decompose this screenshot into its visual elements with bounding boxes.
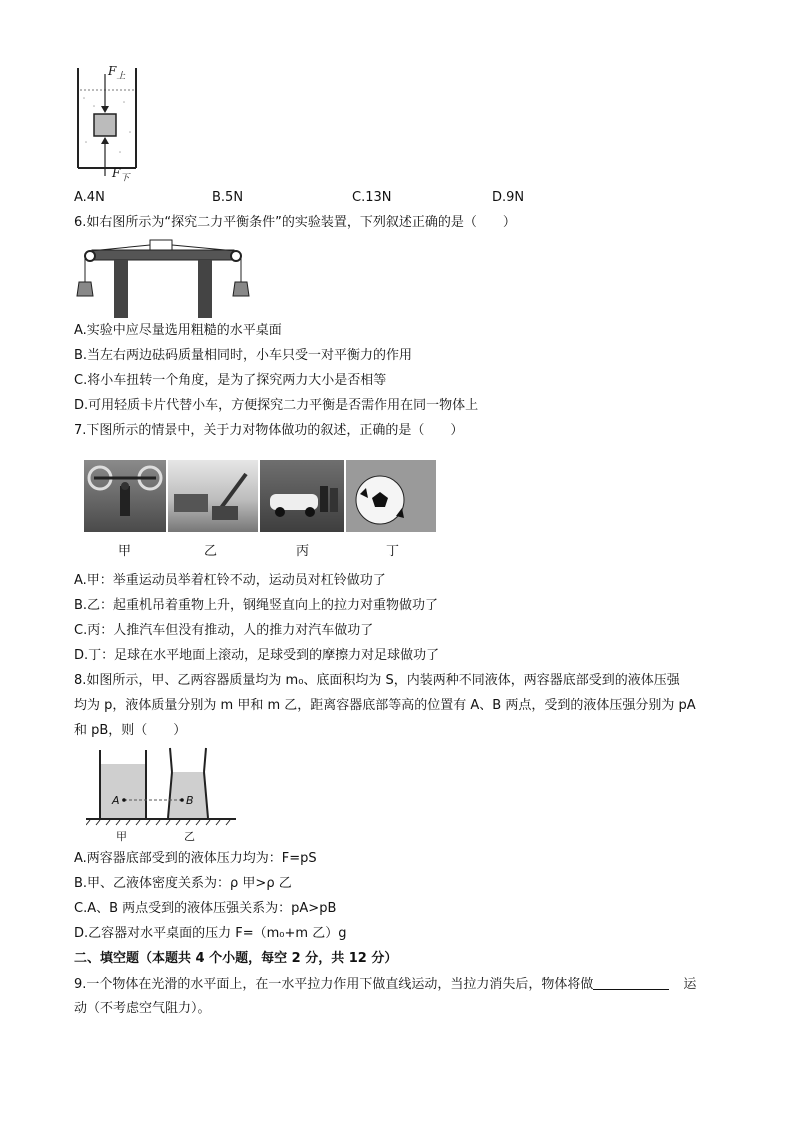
photo-push-car xyxy=(260,460,344,532)
q8-option-a: A.两容器底部受到的液体压力均为：F=pS xyxy=(74,851,317,866)
photo-crane xyxy=(168,460,258,532)
force-bottom-label: $F_下$ xyxy=(112,166,130,184)
q8-stem-line3: 和 pB，则（ ） xyxy=(74,723,187,738)
photo-weightlifter xyxy=(84,460,166,532)
q8-option-d: D.乙容器对水平桌面的压力 F=（m₀+m 乙）g xyxy=(74,926,347,941)
q9-line1 xyxy=(74,975,696,994)
q8-stem-line1: 8.如图所示，甲、乙两容器质量均为 m₀、底面积均为 S，内装两种不同液体，两容器底部受到的液体压强 xyxy=(74,673,680,688)
q6-option-d: D.可用轻质卡片代替小车，方便探究二力平衡是否需作用在同一物体上 xyxy=(74,398,479,413)
q5-option-b: B.5N xyxy=(212,190,244,205)
q5-option-c: C.13N xyxy=(352,190,392,205)
q9-text-end: 运 xyxy=(683,977,697,992)
force-top-label: $F_上$ xyxy=(108,64,126,82)
q7-option-a: A.甲：举重运动员举着杠铃不动，运动员对杠铃做功了 xyxy=(74,573,386,588)
caption-jia: 甲 xyxy=(118,544,132,559)
caption-yi: 乙 xyxy=(204,544,218,559)
q8-stem-line2: 均为 p，液体质量分别为 m 甲和 m 乙，距离容器底部等高的位置有 A、B 两点，受到的液体压强分别为 pA xyxy=(74,698,696,713)
point-b-label: B xyxy=(186,794,194,807)
q5-option-a: A.4N xyxy=(74,190,105,205)
q6-option-c: C.将小车扭转一个角度，是为了探究两力大小是否相等 xyxy=(74,373,387,388)
q8-option-b: B.甲、乙液体密度关系为：ρ 甲>ρ 乙 xyxy=(74,876,292,891)
caption-bing: 丙 xyxy=(296,544,310,559)
point-a-label: A xyxy=(112,794,120,807)
balance-apparatus-figure xyxy=(72,236,252,320)
caption-ding: 丁 xyxy=(386,544,400,559)
q6-option-a: A.实验中应尽量选用粗糙的水平桌面 xyxy=(74,323,282,338)
section-heading: 二、填空题（本题共 4 个小题，每空 2 分，共 12 分） xyxy=(74,951,398,966)
q6-option-b: B.当左右两边砝码质量相同时，小车只受一对平衡力的作用 xyxy=(74,348,413,363)
q7-option-d: D.丁：足球在水平地面上滚动，足球受到的摩擦力对足球做功了 xyxy=(74,648,440,663)
q7-option-c: C.丙：人推汽车但没有推动，人的推力对汽车做功了 xyxy=(74,623,374,638)
q5-option-d: D.9N xyxy=(492,190,525,205)
q9-answer-blank[interactable] xyxy=(593,975,669,990)
q8-option-c: C.A、B 两点受到的液体压强关系为：pA>pB xyxy=(74,901,337,916)
photo-football xyxy=(346,460,436,532)
container-jia-label: 甲 xyxy=(116,830,127,843)
q9-text: 9.一个物体在光滑的水平面上，在一水平拉力作用下做直线运动，当拉力消失后，物体将做 xyxy=(74,977,594,992)
q6-stem: 6.如右图所示为“探究二力平衡条件”的实验装置，下列叙述正确的是（ ） xyxy=(74,215,516,230)
container-yi-label: 乙 xyxy=(184,830,195,843)
q7-stem: 7.下图所示的情景中，关于力对物体做功的叙述，正确的是（ ） xyxy=(74,423,464,438)
two-containers-figure xyxy=(86,746,246,826)
q9-line2: 动（不考虑空气阻力）。 xyxy=(74,1001,211,1016)
q7-option-b: B.乙：起重机吊着重物上升，钢绳竖直向上的拉力对重物做功了 xyxy=(74,598,439,613)
